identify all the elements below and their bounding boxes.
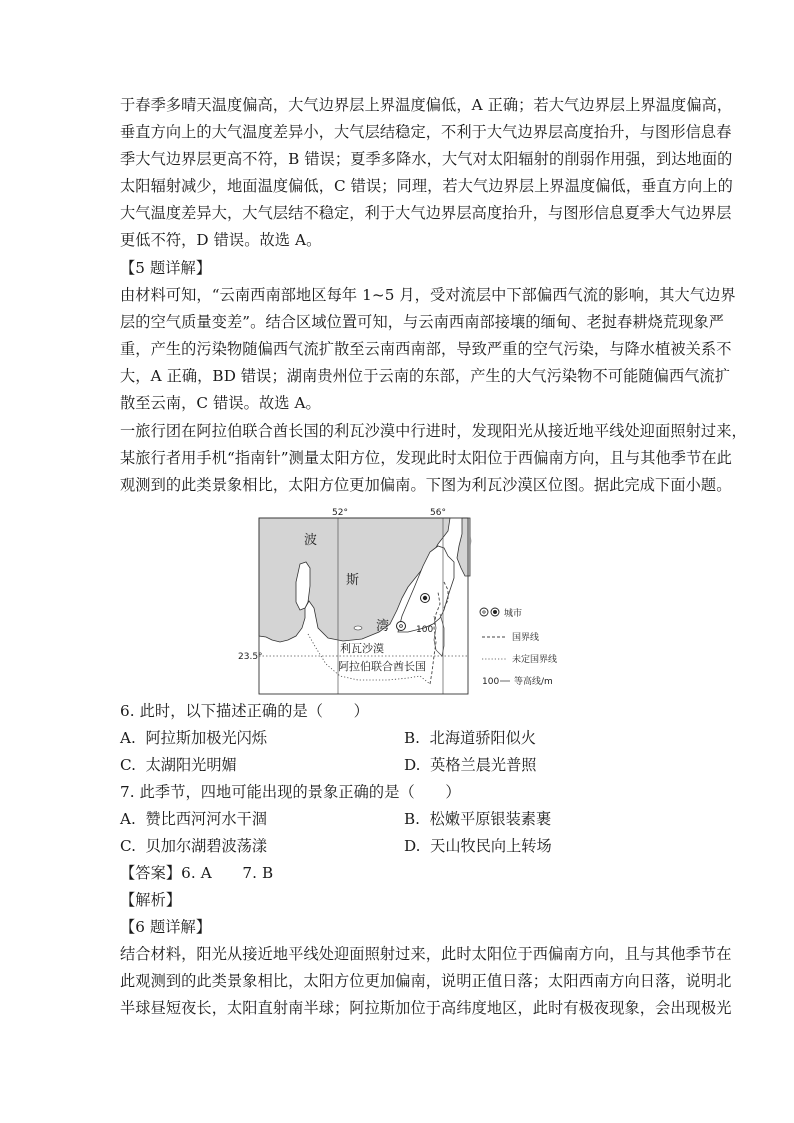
- latitude-label: 23.5°: [238, 652, 263, 662]
- sea-label-char: 斯: [346, 573, 360, 588]
- text-line: 观测到的此类景象相比，太阳方位更加偏南。下图为利瓦沙漠区位图。据此完成下面小题。: [120, 476, 732, 494]
- longitude-label-52: 52°: [332, 508, 348, 518]
- text-line: 季大气边界层更高不符，B 错误；夏季多降水，大气对太阳辐射的削弱作用强，到达地面的: [120, 150, 733, 168]
- q6-option-c[interactable]: [120, 752, 237, 779]
- option-key: A.: [120, 810, 136, 828]
- map-legend: [480, 607, 557, 687]
- q7-stem: 7. 此季节，四地可能出现的景象正确的是（ ）: [120, 783, 461, 801]
- option-key: A.: [120, 729, 136, 747]
- text-line: 结合材料，阳光从接近地平线处迎面照射过来，此时太阳位于西偏南方向，且与其他季节在: [120, 945, 732, 963]
- text-line: 更低不符，D 错误。故选 A。: [120, 231, 322, 249]
- option-text: 阿拉斯加极光闪烁: [145, 729, 267, 747]
- analysis-heading: 【解析】: [120, 891, 182, 909]
- liwa-desert-location-map: [238, 506, 578, 696]
- q7-option-a[interactable]: [120, 806, 267, 833]
- option-text: 赞比西河河水干涸: [145, 810, 267, 828]
- q6-stem: 6. 此时，以下描述正确的是（ ）: [120, 702, 369, 720]
- option-key: D.: [404, 756, 421, 774]
- legend-contour-sample: 100: [482, 677, 500, 687]
- legend-city-label: 城市: [504, 609, 523, 619]
- text-line: 此观测到的此类景象相比，太阳方位更加偏南，说明正值日落；太阳西南方向日落，说明北: [120, 972, 732, 990]
- text-line: 太阳辐射减少，地面温度偏低，C 错误；同理，若大气边界层上界温度偏低，垂直方向上的: [120, 177, 733, 195]
- option-key: B.: [404, 729, 420, 747]
- text-line: 散至云南，C 错误。故选 A。: [120, 394, 321, 412]
- text-line: 某旅行者用手机“指南针”测量太阳方位，发现此时太阳位于西偏南方向，且与其他季节在此: [120, 449, 732, 467]
- legend-border-label: 国界线: [512, 633, 540, 643]
- country-label: 阿拉伯联合酋长国: [338, 660, 426, 673]
- q7-option-d[interactable]: [404, 833, 552, 860]
- q6-option-d[interactable]: [404, 752, 536, 779]
- q6-heading: 【6 题详解】: [120, 918, 212, 936]
- text-line: 大，A 正确，BD 错误；湖南贵州位于云南的东部，产生的大气污染物不可能随偏西气流扩: [120, 367, 731, 385]
- option-text: 北海道骄阳似火: [429, 729, 536, 747]
- legend-contour-label: 等高线/m: [514, 677, 553, 687]
- island: [354, 626, 362, 630]
- q7-option-c[interactable]: [120, 833, 267, 860]
- desert-label: 利瓦沙漠: [340, 642, 384, 655]
- text-line: 于春季多晴天温度偏高，大气边界层上界温度偏低，A 正确；若大气边界层上界温度偏高，: [120, 96, 733, 114]
- text-line: 大气温度差异大，大气层结不稳定，利于大气边界层高度抬升，与图形信息夏季大气边界层: [120, 204, 732, 222]
- option-text: 太湖阳光明媚: [145, 756, 237, 774]
- contour-value-label: 100: [416, 625, 434, 635]
- text-line: 由材料可知，“云南西南部地区每年 1~5 月，受对流层中下部偏西气流的影响，其大气边界: [120, 286, 736, 304]
- q6-option-a[interactable]: [120, 725, 267, 752]
- text-line: 重，产生的污染物随偏西气流扩散至云南西南部，导致严重的空气污染，与降水植被关系不: [120, 340, 732, 358]
- q7-option-b[interactable]: [404, 806, 551, 833]
- legend-city-icon: [493, 610, 497, 614]
- text-line: 一旅行团在阿拉伯联合酋长国的利瓦沙漠中行进时，发现阳光从接近地平线处迎面照射过来，: [120, 422, 747, 440]
- option-key: B.: [404, 810, 420, 828]
- text-line: 半球昼短夜长，太阳直射南半球；阿拉斯加位于高纬度地区，此时有极夜现象，会出现极光: [120, 999, 732, 1017]
- option-text: 松嫩平原银装素裹: [429, 810, 552, 828]
- text-line: 垂直方向上的大气温度差异小，大气层结稳定，不利于大气边界层高度抬升，与图形信息春: [120, 123, 732, 141]
- option-text: 英格兰晨光普照: [430, 756, 537, 774]
- option-key: C.: [120, 837, 136, 855]
- option-key: C.: [120, 756, 136, 774]
- legend-city-icon: [480, 608, 488, 616]
- answer-line: 【答案】6. A 7. B: [120, 864, 274, 882]
- city-marker: [397, 622, 406, 631]
- option-text: 天山牧民向上转场: [430, 837, 552, 855]
- legend-undefined-border-label: 未定国界线: [512, 655, 558, 665]
- text-line: 层的空气质量变差”。结合区域位置可知，与云南西南部接壤的缅甸、老挝春耕烧荒现象严: [120, 313, 725, 331]
- option-key: D.: [404, 837, 421, 855]
- city-marker: [423, 596, 427, 600]
- longitude-label-56: 56°: [430, 508, 446, 518]
- sea-label-char: 波: [304, 533, 318, 548]
- q5-heading: 【5 题详解】: [120, 259, 212, 277]
- q6-option-b[interactable]: [404, 725, 536, 752]
- sea-label-char: 湾: [376, 619, 390, 634]
- option-text: 贝加尔湖碧波荡漾: [145, 837, 268, 855]
